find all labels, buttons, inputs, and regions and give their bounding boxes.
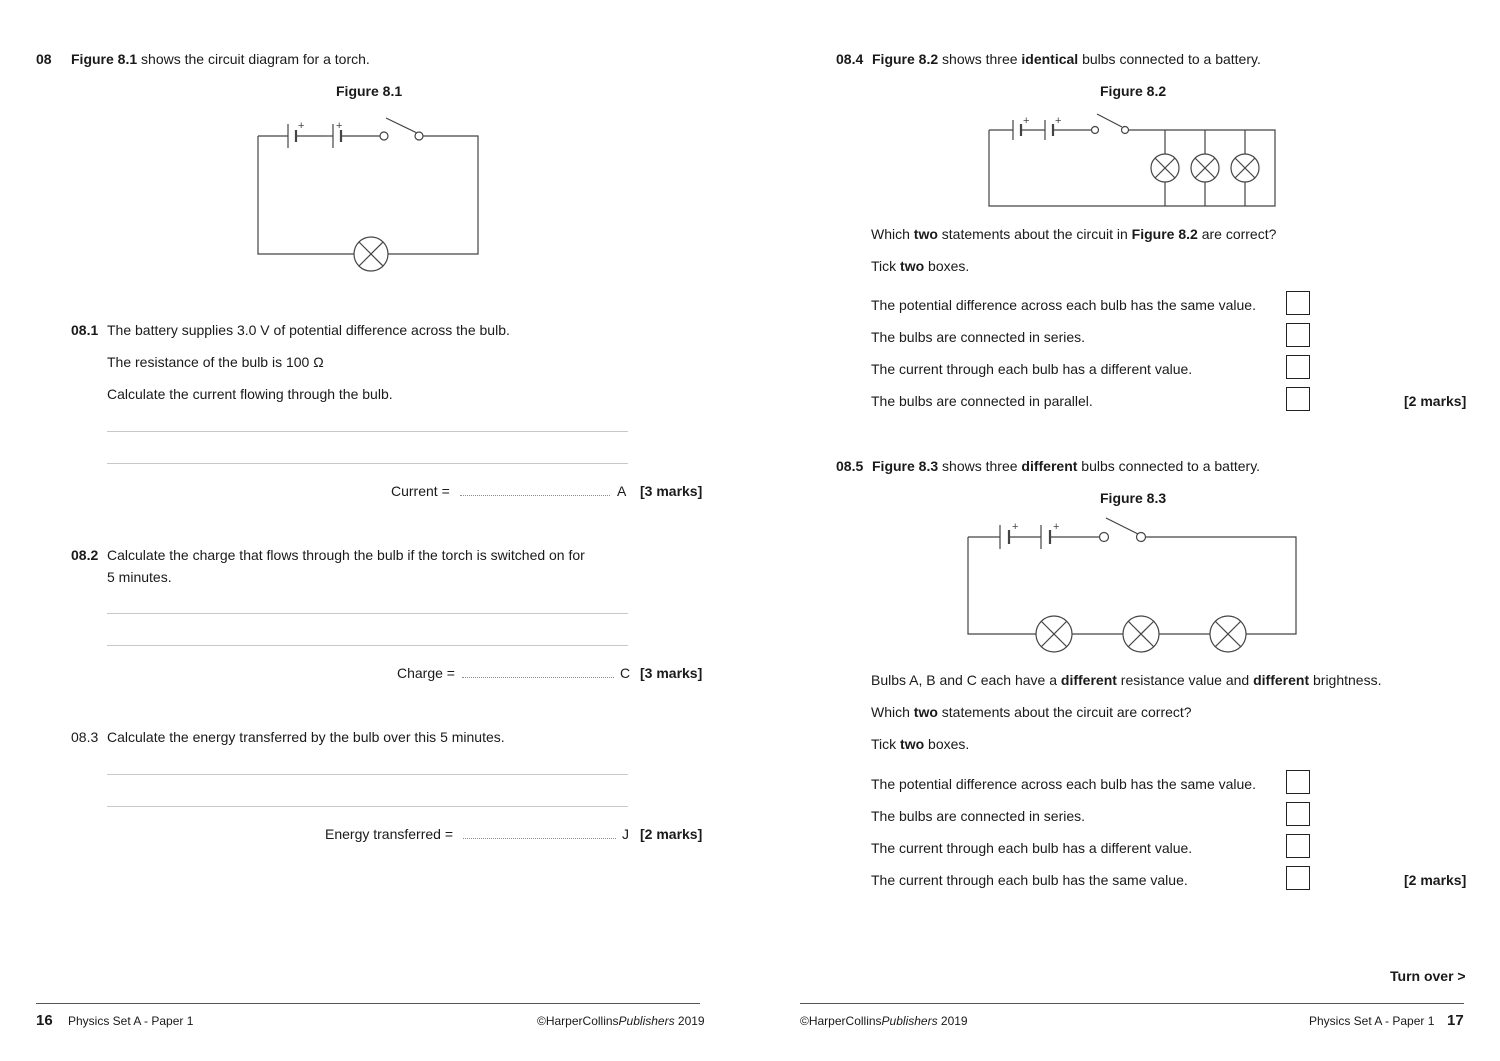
question-number-08-5: 08.5 <box>836 458 864 474</box>
energy-answer-label: Energy transferred = <box>325 826 454 842</box>
question-08-4-prompt: Which two statements about the circuit in Figure 8.2 are correct? <box>871 226 1277 242</box>
charge-unit: C <box>620 665 631 681</box>
tick-box[interactable] <box>1286 387 1310 411</box>
working-line[interactable] <box>107 463 628 464</box>
question-08-5-intro: Figure 8.3 shows three different bulbs connected to a battery. <box>872 458 1261 474</box>
tick-instruction: Tick two boxes. <box>871 736 970 752</box>
question-08-3-marks: [2 marks] <box>640 826 703 842</box>
tick-box[interactable] <box>1286 866 1310 890</box>
current-answer-field[interactable] <box>460 495 610 496</box>
tick-box[interactable] <box>1286 355 1310 379</box>
tick-instruction: Tick two boxes. <box>871 258 970 274</box>
figure-ref: Figure 8.1 <box>71 51 138 67</box>
footer-rule <box>36 1003 700 1004</box>
footer-rule <box>800 1003 1464 1004</box>
page-number: 16 <box>36 1012 53 1029</box>
option-label: The bulbs are connected in series. <box>871 808 1086 824</box>
question-08-1-line-2: The resistance of the bulb is 100 Ω <box>107 354 324 370</box>
question-08-3-line-1: Calculate the energy transferred by the bulb over this 5 minutes. <box>107 729 505 745</box>
bulb-lamp <box>1210 616 1246 652</box>
cell-1-plus: + <box>298 120 305 132</box>
cell-1-plus: + <box>1023 115 1030 127</box>
bulb-lamp <box>1151 154 1179 182</box>
current-unit: A <box>617 483 627 499</box>
switch-arm <box>386 118 417 133</box>
question-08-1-line-1: The battery supplies 3.0 V of potential difference across the bulb. <box>107 322 510 338</box>
switch-contact-right <box>1137 533 1146 542</box>
page-number: 17 <box>1447 1012 1464 1029</box>
working-line[interactable] <box>107 431 628 432</box>
option-label: The current through each bulb has the same value. <box>871 872 1188 888</box>
question-08-4-intro: Figure 8.2 shows three identical bulbs connected to a battery. <box>872 51 1261 67</box>
tick-box[interactable] <box>1286 291 1310 315</box>
cell-2-plus: + <box>336 120 343 132</box>
working-line[interactable] <box>107 806 628 807</box>
question-number-08-3: 08.3 <box>71 729 99 745</box>
switch-contact-left <box>1092 127 1099 134</box>
question-number-08: 08 <box>36 51 52 67</box>
switch-arm <box>1097 114 1122 127</box>
question-08-1-marks: [3 marks] <box>640 483 703 499</box>
figure-8-2-circuit <box>983 112 1283 212</box>
charge-answer-label: Charge = <box>397 665 455 681</box>
working-line[interactable] <box>107 774 628 775</box>
tick-box[interactable] <box>1286 323 1310 347</box>
question-number-08-1: 08.1 <box>71 322 99 338</box>
figure-8-1-circuit <box>250 112 490 277</box>
question-08-5-marks: [2 marks] <box>1404 872 1467 888</box>
tick-box[interactable] <box>1286 834 1310 858</box>
cell-2-plus: + <box>1055 115 1062 127</box>
cell-1-plus: + <box>1012 521 1019 533</box>
switch-contact-left <box>380 132 388 140</box>
switch-contact-right <box>415 132 423 140</box>
working-line[interactable] <box>107 645 628 646</box>
figure-8-3-circuit <box>962 513 1302 653</box>
question-08-1-line-3: Calculate the current flowing through the bulb. <box>107 386 393 402</box>
question-08-2-line-2: 5 minutes. <box>107 569 172 585</box>
figure-8-1-title: Figure 8.1 <box>336 83 403 99</box>
current-answer-label: Current = <box>391 483 450 499</box>
tick-box[interactable] <box>1286 770 1310 794</box>
cell-2-plus: + <box>1053 521 1060 533</box>
energy-answer-field[interactable] <box>463 838 616 839</box>
bulb-lamp <box>1191 154 1219 182</box>
question-08-intro: Figure 8.1 shows the circuit diagram for a torch. <box>71 51 370 67</box>
charge-answer-field[interactable] <box>462 677 614 678</box>
bulb-lamp <box>1123 616 1159 652</box>
option-label: The current through each bulb has a different value. <box>871 361 1193 377</box>
figure-8-2-title: Figure 8.2 <box>1100 83 1167 99</box>
footer-title: Physics Set A - Paper 1 <box>1309 1014 1435 1028</box>
question-08-5-prompt: Which two statements about the circuit are correct? <box>871 704 1192 720</box>
bulb-lamp <box>354 237 388 271</box>
switch-arm <box>1106 518 1138 534</box>
option-label: The current through each bulb has a different value. <box>871 840 1193 856</box>
turn-over-label: Turn over > <box>1390 968 1466 984</box>
switch-contact-right <box>1122 127 1129 134</box>
switch-contact-left <box>1100 533 1109 542</box>
question-number-08-4: 08.4 <box>836 51 864 67</box>
question-08-4-marks: [2 marks] <box>1404 393 1467 409</box>
question-08-2-marks: [3 marks] <box>640 665 703 681</box>
bulb-lamp <box>1231 154 1259 182</box>
tick-box[interactable] <box>1286 802 1310 826</box>
question-08-5-info: Bulbs A, B and C each have a different resistance value and different brightness. <box>871 672 1382 688</box>
figure-8-3-title: Figure 8.3 <box>1100 490 1167 506</box>
option-label: The potential difference across each bulb has the same value. <box>871 297 1256 313</box>
footer-title: Physics Set A - Paper 1 <box>68 1014 194 1028</box>
question-number-08-2: 08.2 <box>71 547 99 563</box>
footer-copyright: ©HarperCollinsPublishers 2019 <box>537 1014 705 1028</box>
footer-copyright: ©HarperCollinsPublishers 2019 <box>800 1014 968 1028</box>
energy-unit: J <box>622 826 629 842</box>
option-label: The potential difference across each bulb has the same value. <box>871 776 1256 792</box>
bulb-lamp <box>1036 616 1072 652</box>
question-08-2-line-1: Calculate the charge that flows through the bulb if the torch is switched on for <box>107 547 585 563</box>
option-label: The bulbs are connected in series. <box>871 329 1086 345</box>
option-label: The bulbs are connected in parallel. <box>871 393 1093 409</box>
working-line[interactable] <box>107 613 628 614</box>
